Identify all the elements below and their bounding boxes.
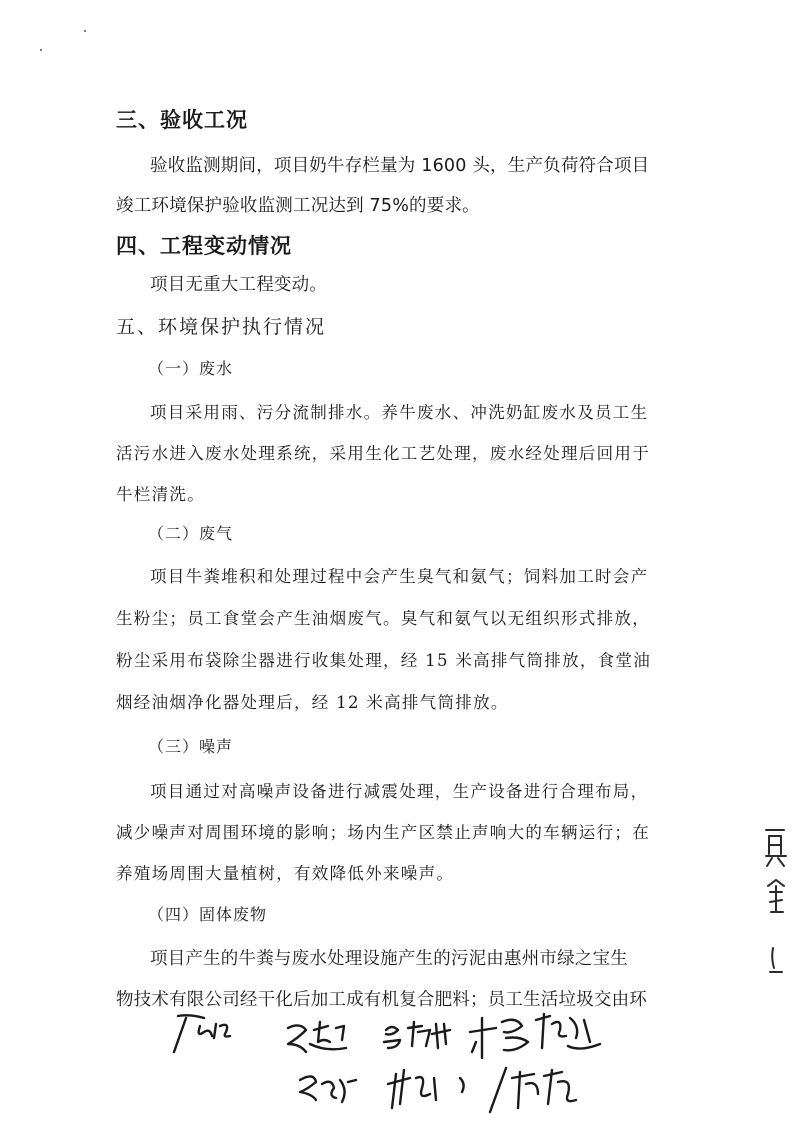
- paragraph-line: 活污水进入废水处理系统，采用生化工艺处理，废水经处理后回用于: [116, 444, 650, 463]
- paragraph-line: 物技术有限公司经干化后加工成有机复合肥料；员工生活垃圾交由环: [116, 990, 647, 1010]
- subsection-heading-solid-waste: （四）固体废物: [148, 905, 268, 924]
- paragraph-line: 竣工环境保护验收监测工况达到 75%的要求。: [116, 196, 480, 216]
- margin-stamp-mark: [762, 820, 792, 980]
- subsection-heading-exhaust: （二）废气: [148, 524, 234, 543]
- paragraph-line: 粉尘采用布袋除尘器进行收集处理，经 15 米高排气筒排放，食堂油: [116, 651, 652, 670]
- scan-speck: [40, 49, 42, 51]
- section-heading-3: 三、验收工况: [116, 108, 248, 132]
- section-heading-4: 四、工程变动情况: [116, 234, 292, 258]
- paragraph-line: 牛栏清洗。: [116, 485, 205, 504]
- paragraph-line: 项目牛粪堆积和处理过程中会产生臭气和氨气；饲料加工时会产: [150, 567, 649, 586]
- section-heading-5: 五、环境保护执行情况: [116, 316, 327, 338]
- paragraph-line: 项目采用雨、污分流制排水。养牛废水、冲洗奶缸废水及员工生: [150, 403, 649, 422]
- handwritten-signatures: [160, 1008, 630, 1120]
- subsection-heading-wastewater: （一）废水: [148, 359, 234, 378]
- paragraph-line: 养殖场周围大量植树，有效降低外来噪声。: [116, 864, 455, 883]
- paragraph-line: 生粉尘；员工食堂会产生油烟废气。臭气和氨气以无组织形式排放，: [116, 609, 650, 628]
- paragraph-line: 烟经油烟净化器处理后，经 12 米高排气筒排放。: [116, 693, 509, 712]
- paragraph-line: 项目无重大工程变动。: [150, 275, 327, 295]
- paragraph-line: 减少噪声对周围环境的影响；场内生产区禁止声响大的车辆运行；在: [116, 823, 650, 842]
- scan-speck: [84, 30, 86, 32]
- subsection-heading-noise: （三）噪声: [148, 737, 234, 756]
- paragraph-line: 项目通过对高噪声设备进行减震处理，生产设备进行合理布局，: [150, 782, 649, 801]
- paragraph-line: 项目产生的牛粪与废水处理设施产生的污泥由惠州市绿之宝生: [150, 949, 628, 969]
- paragraph-line: 验收监测期间，项目奶牛存栏量为 1600 头，生产负荷符合项目: [150, 156, 650, 176]
